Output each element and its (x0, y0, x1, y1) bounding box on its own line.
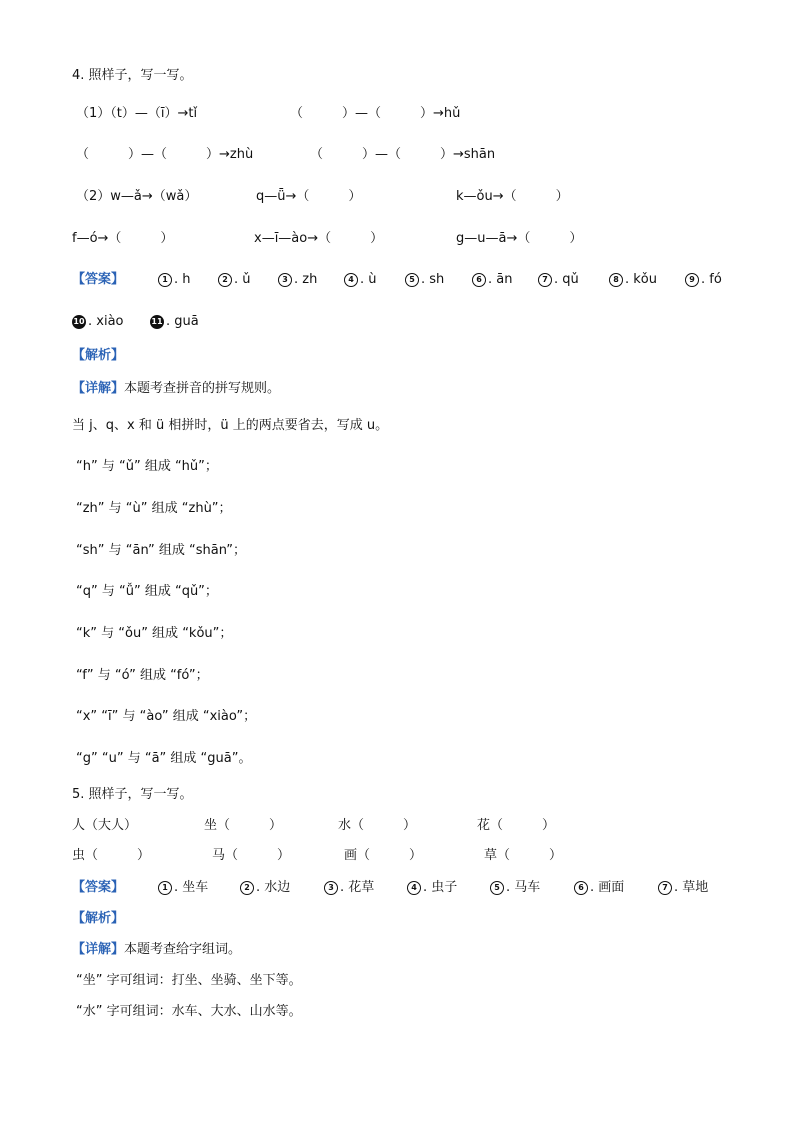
q4-line-3: “sh” 与 “ān” 组成 “shān”； (76, 543, 246, 558)
answer-text: . ān (488, 272, 513, 287)
q5-row2-blank-b: 马（ ） (212, 848, 291, 863)
q4-answer-6 (472, 272, 512, 288)
q4-title: 4. 照样子，写一写。 (72, 68, 193, 83)
answer-text: . ǔ (234, 272, 251, 287)
q5-row2-blank-c: 画（ ） (344, 848, 423, 863)
answer-text: . 草地 (674, 880, 709, 895)
answer-text: . sh (421, 272, 445, 287)
answer-text: . guā (166, 314, 199, 329)
q4-row3-example: （2）w—ǎ→（wǎ） (76, 189, 198, 204)
circled-number-icon: 2 (240, 881, 254, 895)
q4-line-4: “q” 与 “ǚ” 组成 “qǔ”； (76, 584, 218, 599)
answer-text: . 花草 (340, 880, 375, 895)
q4-line-6: “f” 与 “ó” 组成 “fó”； (76, 668, 209, 683)
q5-row1-blank-a: 坐（ ） (204, 818, 283, 833)
answer-text: . 马车 (506, 880, 541, 895)
circled-number-icon: 1 (158, 881, 172, 895)
circled-number-icon: 10 (72, 315, 86, 329)
q4-answer-4 (344, 272, 377, 288)
answer-text: . 水边 (256, 880, 291, 895)
circled-number-icon: 5 (490, 881, 504, 895)
q4-detail-tag: 【详解】 (72, 381, 125, 396)
q5-answer-3 (324, 880, 374, 896)
q5-answer-7 (658, 880, 708, 896)
answer-text: . 虫子 (423, 880, 458, 895)
answer-text: . h (174, 272, 191, 287)
q4-analysis-tag: 【解析】 (72, 348, 125, 363)
q4-line-2: “zh” 与 “ù” 组成 “zhù”； (76, 501, 232, 516)
q4-row4-blank-a: f—ó→（ ） (72, 231, 174, 246)
q5-answer-4 (407, 880, 457, 896)
q4-answer-7 (538, 272, 579, 288)
q4-row4-blank-b: x—ī—ào→（ ） (254, 231, 384, 246)
answer-text: . ù (360, 272, 377, 287)
q4-row1-blank: （ ）—（ ）→hǔ (290, 106, 461, 121)
q4-answer-1 (158, 272, 191, 288)
q4-answer-2 (218, 272, 251, 288)
q4-answer-tag: 【答案】 (72, 272, 125, 287)
q5-line-1: “坐” 字可组词：打坐、坐骑、坐下等。 (76, 973, 302, 988)
q5-line-2: “水” 字可组词：水车、大水、山水等。 (76, 1004, 302, 1019)
q5-detail-line (72, 942, 241, 958)
q5-detail-text: 本题考查给字组词。 (124, 942, 242, 957)
q5-answer-tag: 【答案】 (72, 880, 125, 895)
q5-row2-blank-a: 虫（ ） (72, 848, 151, 863)
circled-number-icon: 2 (218, 273, 232, 287)
circled-number-icon: 6 (574, 881, 588, 895)
circled-number-icon: 8 (609, 273, 623, 287)
circled-number-icon: 3 (278, 273, 292, 287)
circled-number-icon: 3 (324, 881, 338, 895)
q4-row3-blank-a: q—ǖ→（ ） (256, 189, 362, 204)
q4-row2-blank-b: （ ）—（ ）→shān (310, 147, 496, 162)
answer-text: . 画面 (590, 880, 625, 895)
answer-text: . fó (701, 272, 722, 287)
q4-row4-blank-c: g—u—ā→（ ） (456, 231, 583, 246)
q5-row1-example: 人（大人） (72, 818, 138, 833)
answer-text: . zh (294, 272, 318, 287)
q4-rule: 当 j、q、x 和 ü 相拼时，ü 上的两点要省去，写成 u。 (72, 418, 389, 433)
q4-line-5: “k” 与 “ǒu” 组成 “kǒu”； (76, 626, 233, 641)
circled-number-icon: 9 (685, 273, 699, 287)
q5-title: 5. 照样子，写一写。 (72, 787, 193, 802)
q5-row1-blank-c: 花（ ） (477, 818, 556, 833)
q5-row1-blank-b: 水（ ） (338, 818, 417, 833)
circled-number-icon: 7 (538, 273, 552, 287)
q4-answer-11 (150, 314, 199, 330)
q4-answer-3 (278, 272, 317, 288)
q5-row2-blank-d: 草（ ） (484, 848, 563, 863)
q4-detail-line (72, 381, 280, 397)
q5-answer-2 (240, 880, 290, 896)
q5-answer-6 (574, 880, 624, 896)
circled-number-icon: 6 (472, 273, 486, 287)
answer-text: . qǔ (554, 272, 579, 287)
answer-text: . 坐车 (174, 880, 209, 895)
q4-answer-9 (685, 272, 722, 288)
q4-line-8: “g” “u” 与 “ā” 组成 “guā”。 (76, 751, 252, 766)
q4-answer-5 (405, 272, 444, 288)
q5-answer-1 (158, 880, 208, 896)
circled-number-icon: 1 (158, 273, 172, 287)
circled-number-icon: 11 (150, 315, 164, 329)
q4-line-1: “h” 与 “ǔ” 组成 “hǔ”； (76, 459, 218, 474)
circled-number-icon: 5 (405, 273, 419, 287)
answer-text: . kǒu (625, 272, 657, 287)
q5-answer-5 (490, 880, 540, 896)
circled-number-icon: 7 (658, 881, 672, 895)
q5-analysis-tag: 【解析】 (72, 911, 125, 926)
circled-number-icon: 4 (344, 273, 358, 287)
q4-detail-text: 本题考查拼音的拼写规则。 (124, 381, 281, 396)
q4-row1-example: （1）（t）—（ī）→tǐ (76, 106, 198, 121)
q5-detail-tag: 【详解】 (72, 942, 125, 957)
q4-answer-10 (72, 314, 124, 330)
circled-number-icon: 4 (407, 881, 421, 895)
q4-line-7: “x” “ī” 与 “ào” 组成 “xiào”； (76, 709, 257, 724)
q4-row2-blank-a: （ ）—（ ）→zhù (76, 147, 254, 162)
q4-answer-8 (609, 272, 657, 288)
answer-text: . xiào (88, 314, 124, 329)
q4-row3-blank-b: k—ǒu→（ ） (456, 189, 569, 204)
